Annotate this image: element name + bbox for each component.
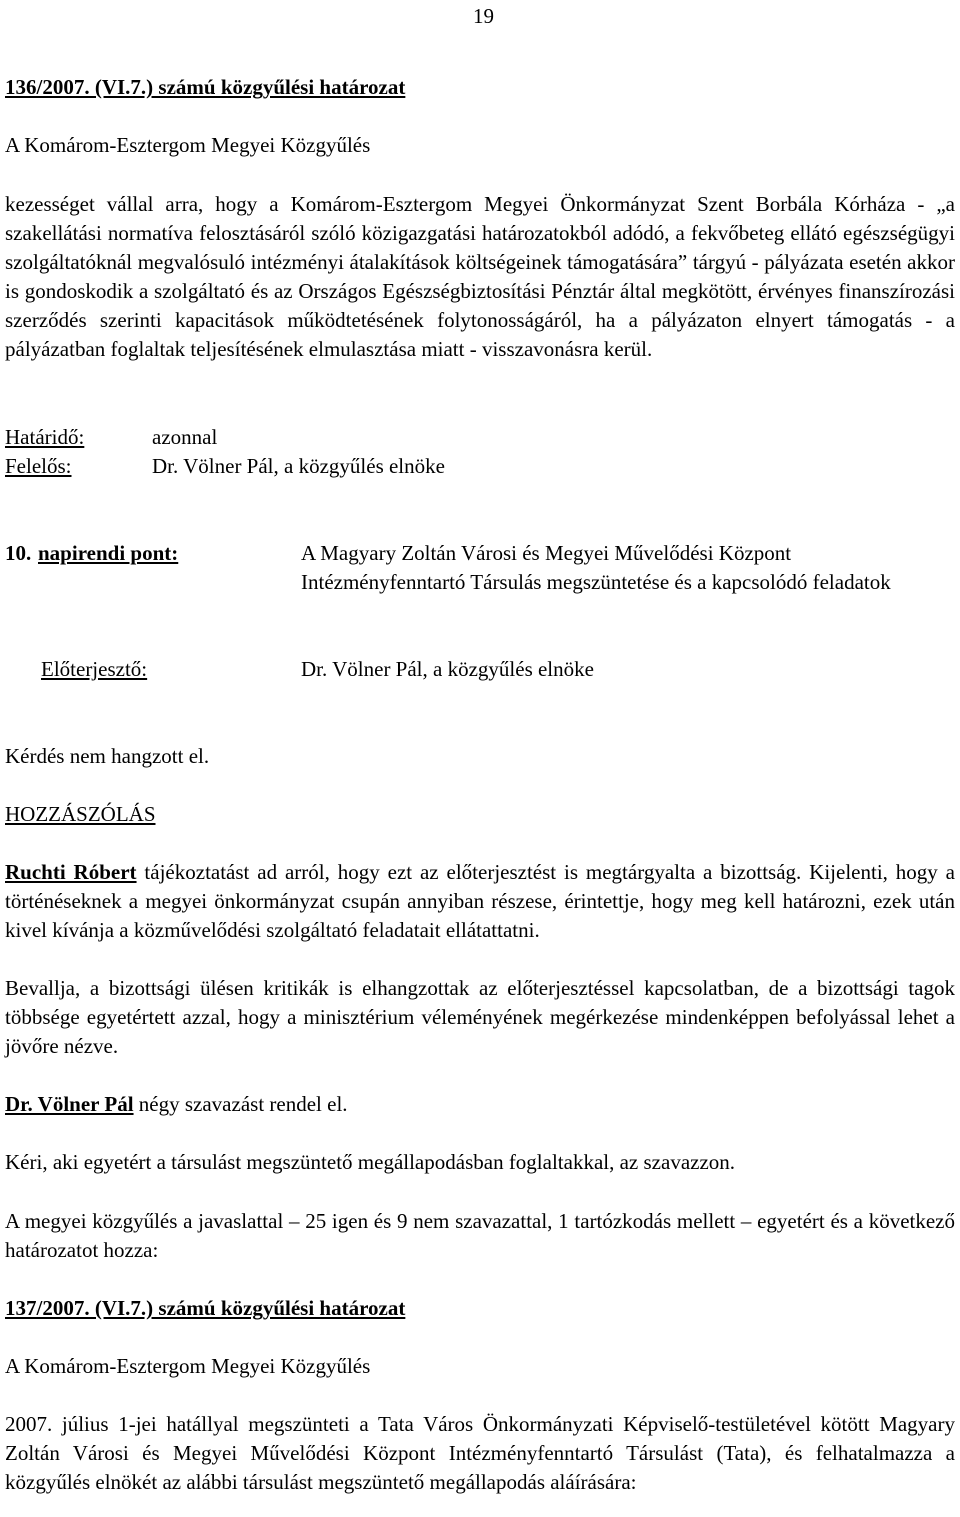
agenda-title: A Magyary Zoltán Városi és Megyei Művelődési Központ Intézményfenntartó Társulás megszüntetése és a kapcsolódó feladatok bbox=[301, 541, 891, 594]
presenter-label: Előterjesztő: bbox=[41, 657, 148, 681]
responsible-value: Dr. Völner Pál, a közgyűlés elnöke bbox=[152, 454, 445, 478]
resolution-1-body-name: A Komárom-Esztergom Megyei Közgyűlés bbox=[5, 133, 371, 157]
speech-2-paragraph bbox=[5, 1090, 955, 1119]
resolution-1-title: 136/2007. (VI.7.) számú közgyűlési határozat bbox=[5, 75, 406, 99]
speech-2-text: négy szavazást rendel el. bbox=[133, 1092, 348, 1116]
agenda-number: 10. bbox=[5, 541, 32, 565]
resolution-2-title: 137/2007. (VI.7.) számú közgyűlési határozat bbox=[5, 1296, 406, 1320]
page-number: 19 bbox=[473, 4, 494, 28]
vote-result: A megyei közgyűlés a javaslattal – 25 igen és 9 nem szavazattal, 1 tartózkodás mellett – egyetért és a következő határozatot hozza: bbox=[5, 1209, 955, 1262]
speech-2-speaker: Dr. Völner Pál bbox=[5, 1092, 134, 1116]
speech-1-paragraph-2: Bevallja, a bizottsági ülésen kritikák is elhangzottak az előterjesztéssel kapcsolatban, de a bizottsági tagok többsége egyetértett azzal, hogy a minisztérium véleményének megérkezése mindenképpen befolyással lehet a jövőre nézve. bbox=[5, 976, 955, 1058]
resolution-1-text: kezességet vállal arra, hogy a Komárom-Esztergom Megyei Önkormányzat Szent Borbála Kórháza - „a szakellátási normatíva felosztásáról szóló közigazgatási határozatokból adódó, a fekvőbeteg ellátó egészségügyi szolgáltatóknál megvalósuló intézményi átalakítások költségeinek támogatására” tárgyú - pályázata esetén akkor is gondoskodik a szolgáltató és az Országos Egészségbiztosítási Pénztár által megkötött, érvényes finanszírozási szerződés szerinti kapacitások működtetésének folytonosságáról, ha a pályázaton elnyert támogatás - a pályázatban foglaltak teljesítésének elmulasztása miatt - visszavonásra kerül. bbox=[5, 192, 955, 361]
deadline-label: Határidő: bbox=[5, 425, 85, 449]
speech-1-speaker: Ruchti Róbert bbox=[5, 860, 137, 884]
resolution-2-text: 2007. július 1-jei hatállyal megszünteti a Tata Város Önkormányzati Képviselő-testületével kötött Magyary Zoltán Városi és Megyei Művelődési Központ Intézményfenntartó Társulást (Tata), és felhatalmazza a közgyűlés elnökét az alábbi társulást megszüntető megállapodás aláírására: bbox=[5, 1412, 955, 1494]
vote-request: Kéri, aki egyetért a társulást megszüntető megállapodásban foglaltakkal, az szavazzon. bbox=[5, 1150, 736, 1174]
presenter-value: Dr. Völner Pál, a közgyűlés elnöke bbox=[301, 657, 594, 681]
agenda-label: napirendi pont: bbox=[38, 541, 179, 565]
discussion-heading: HOZZÁSZÓLÁS bbox=[5, 802, 156, 826]
resolution-2-body-name: A Komárom-Esztergom Megyei Közgyűlés bbox=[5, 1354, 371, 1378]
speech-1-paragraph-1 bbox=[5, 858, 955, 945]
no-question-note: Kérdés nem hangzott el. bbox=[5, 744, 210, 768]
responsible-label: Felelős: bbox=[5, 454, 72, 478]
speech-1-text-1: tájékoztatást ad arról, hogy ezt az előterjesztést is megtárgyalta a bizottság. Kijelenti, hogy a történéseknek a megyei önkormányzat csupán annyiban részese, érintettje, hogy meg kell határozni, ezek után kivel kívánja a közművelődési szolgáltató feladatait ellátattatni. bbox=[5, 860, 956, 942]
deadline-value: azonnal bbox=[152, 425, 218, 449]
